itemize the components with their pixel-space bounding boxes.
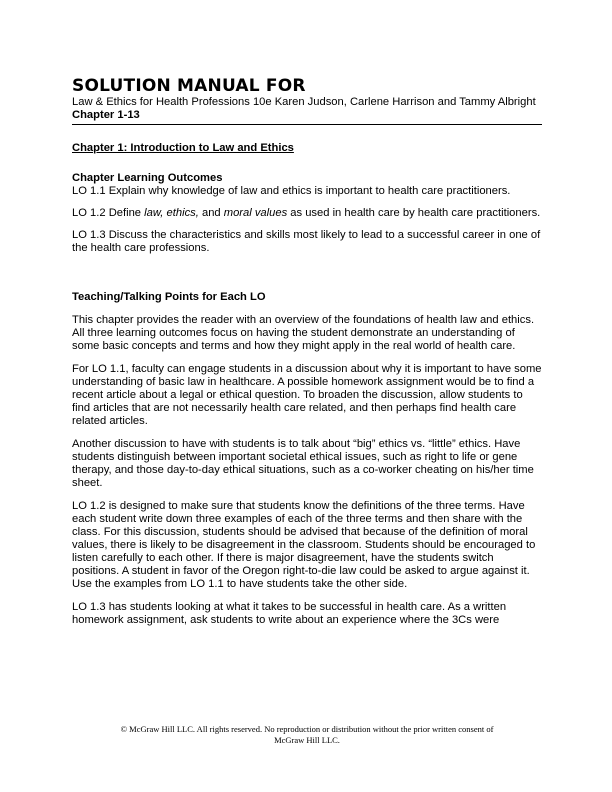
teaching-paragraph-5: LO 1.3 has students looking at what it takes to be successful in health care. As a written homework assignment, ask students to write about an experience where the 3Cs were: [72, 601, 507, 626]
chapter-range: Chapter 1-13: [72, 109, 542, 125]
copyright-footer: [72, 724, 542, 746]
teaching-heading: Teaching/Talking Points for Each LO: [72, 291, 266, 303]
outcome-lo-1-3: LO 1.3 Discuss the characteristics and skills most likely to lead to a successful career in one of the health care professions.: [72, 229, 541, 254]
book-subtitle: Law & Ethics for Health Professions 10e Karen Judson, Carlene Harrison and Tammy Albright: [72, 96, 536, 108]
outcome-lo-1-1: LO 1.1 Explain why knowledge of law and ethics is important to health care practitioners.: [72, 185, 511, 197]
lo-1-2-term-moral-values: moral values: [223, 207, 288, 219]
lo-1-2-term-law-ethics: law, ethics,: [144, 207, 199, 219]
lo-1-2-suffix: as used in health care by health care practitioners.: [287, 207, 541, 219]
lo-1-2-mid: and: [198, 207, 224, 219]
outcomes-heading: Chapter Learning Outcomes: [72, 172, 223, 184]
banner-title: SOLUTION MANUAL FOR: [72, 76, 306, 96]
teaching-paragraph-3: Another discussion to have with students is to talk about “big” ethics vs. “little” ethics. Have students distinguish between important societal ethical issues, such as right to life or gene therapy, and those day-to-day ethical situations, such as a co-worker cheating on his/her time sheet.: [72, 438, 534, 489]
chapter-title: Chapter 1: Introduction to Law and Ethics: [72, 142, 294, 154]
document-page: [72, 76, 542, 627]
teaching-paragraph-2: For LO 1.1, faculty can engage students in a discussion about why it is important to have some understanding of basic law in healthcare. A possible homework assignment would be to find a recent article about a legal or ethical question. To broaden the discussion, allow students to find articles that are not necessarily health care related, and then perhaps find health care related articles.: [72, 363, 542, 427]
teaching-paragraph-4: LO 1.2 is designed to make sure that students know the definitions of the three terms. Have each student write down three examples of each of the three terms and then share with the class. For this discussion, students should be advised that because of the definition of moral values, there is likely to be disagreement in the classroom. Students should be encouraged to listen carefully to each other. If there is major disagreement, have the students switch positions. A student in favor of the Oregon right-to-die law could be asked to argue against it. Use the examples from LO 1.1 to have students take the other side.: [72, 500, 536, 590]
outcome-lo-1-2: [72, 207, 542, 220]
teaching-paragraph-1: This chapter provides the reader with an overview of the foundations of health law and ethics. All three learning outcomes focus on having the student demonstrate an understanding of some basic concepts and terms and how they might apply in the real world of health care.: [72, 314, 535, 352]
footer-line-1: © McGraw Hill LLC. All rights reserved. No reproduction or distribution without the prior written consent of: [120, 724, 494, 734]
lo-1-2-prefix: LO 1.2 Define: [72, 207, 145, 219]
footer-line-2: McGraw Hill LLC.: [274, 735, 340, 745]
